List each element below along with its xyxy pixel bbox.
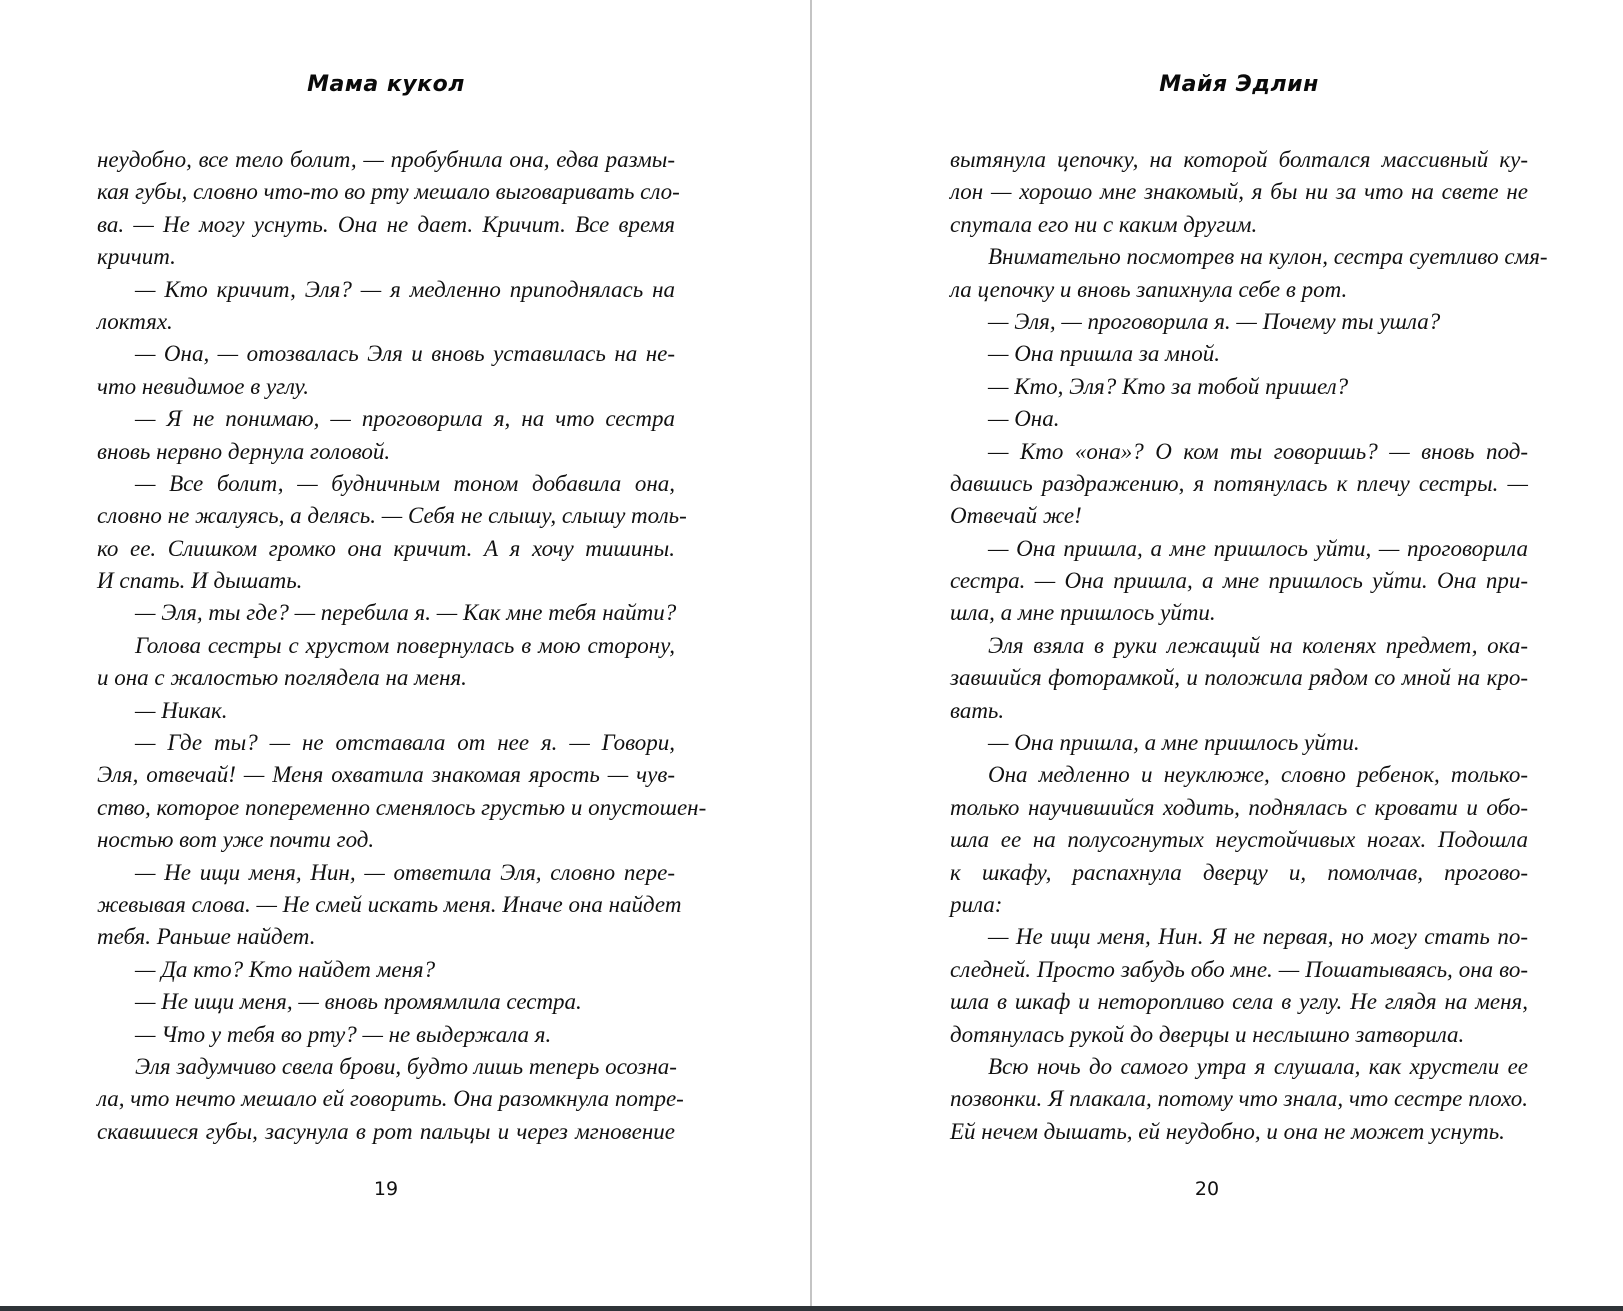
text-line: — Что у тебя во рту? — не выдержала я. [135, 1021, 552, 1047]
text-line: — Кто «она»? О ком ты говоришь? — вновь под- [988, 438, 1528, 464]
text-line: Ей нечем дышать, ей неудобно, и она не может уснуть. [950, 1118, 1505, 1144]
text-line: — Да кто? Кто найдет меня? [135, 956, 436, 982]
page-number: 19 [373, 1178, 399, 1200]
left-page [0, 0, 811, 1308]
text-line: словно не жалуясь, а делясь. — Себя не слышу, слышу толь- [97, 503, 687, 529]
text-line: сестра. — Она пришла, а мне пришлось уйти. Она при- [950, 568, 1528, 594]
text-line: вновь нервно дернула головой. [97, 438, 391, 464]
text-line: — Эля, ты где? — перебила я. — Как мне тебя найти? [135, 600, 677, 626]
text-line: — Эля, — проговорила я. — Почему ты ушла? [988, 308, 1441, 334]
text-line: позвонки. Я плакала, потому что знала, что сестре плохо. [950, 1086, 1528, 1112]
text-line: — Кто кричит, Эля? — я медленно приподнялась на [135, 276, 675, 302]
text-line: Голова сестры с хрустом повернулась в мою сторону, [135, 632, 675, 658]
text-line: — Она пришла, а мне пришлось уйти, — проговорила [988, 535, 1528, 561]
text-line: И спать. И дышать. [97, 568, 303, 594]
text-line: дотянулась рукой до дверцы и неслышно затворила. [950, 1021, 1465, 1047]
text-line: ко ее. Слишком громко она кричит. А я хочу тишины. [97, 535, 675, 561]
text-line: — Все болит, — будничным тоном добавила она, [135, 470, 675, 496]
text-line: — Она, — отозвалась Эля и вновь уставилась на не- [135, 341, 675, 367]
text-line: — Она пришла за мной. [988, 341, 1220, 367]
text-line: — Я не понимаю, — проговорила я, на что сестра [135, 406, 675, 432]
text-line: — Не ищи меня, — вновь промямлила сестра. [135, 989, 582, 1015]
text-line: завшийся фоторамкой, и положила рядом со мной на кро- [950, 665, 1528, 691]
text-line: спутала его ни с каким другим. [950, 211, 1258, 237]
text-line: к шкафу, распахнула дверцу и, помолчав, прогово- [950, 859, 1528, 885]
text-line: и она с жалостью поглядела на меня. [97, 665, 467, 691]
text-line: ство, которое попеременно сменялось грустью и опустошен- [97, 794, 707, 820]
text-line: — Кто, Эля? Кто за тобой пришел? [988, 373, 1349, 399]
text-line: — Не ищи меня, Нин, — ответила Эля, словно пере- [135, 859, 675, 885]
text-line: — Не ищи меня, Нин. Я не первая, но могу стать по- [988, 924, 1528, 950]
text-line: — Никак. [135, 697, 228, 723]
text-line: локтях. [97, 308, 173, 334]
left-page-body [97, 144, 707, 1148]
text-line: вать. [950, 697, 1005, 723]
running-head-author: Майя Эдлин [1159, 72, 1319, 97]
text-line: Внимательно посмотрев на кулон, сестра суетливо смя- [988, 244, 1548, 270]
text-line: Отвечай же! [950, 503, 1082, 529]
right-page [813, 0, 1623, 1308]
text-line: шла ее на полусогнутых неустойчивых ногах. Подошла [950, 827, 1528, 853]
text-line: ва. — Не могу уснуть. Она не дает. Кричит. Все время [97, 211, 675, 237]
text-line: кричит. [97, 244, 176, 270]
text-line: тебя. Раньше найдет. [97, 924, 316, 950]
text-line: лон — хорошо мне знакомый, я бы ни за что на свете не [950, 179, 1528, 205]
text-line: — Где ты? — не отставала от нее я. — Говори, [135, 730, 675, 756]
text-line: что невидимое в углу. [97, 373, 310, 399]
text-line: только научившийся ходить, поднялась с кровати и обо- [950, 794, 1528, 820]
text-line: Эля задумчиво свела брови, будто лишь теперь осозна- [135, 1053, 677, 1079]
text-line: Она медленно и неуклюже, словно ребенок, только- [988, 762, 1528, 788]
book-gutter-divider [810, 0, 812, 1308]
text-line: скавшиеся губы, засунула в рот пальцы и через мгновение [97, 1118, 675, 1144]
text-line: жевывая слова. — Не смей искать меня. Иначе она найдет [97, 891, 682, 917]
text-line: шла в шкаф и неторопливо села в углу. Не глядя на меня, [950, 989, 1528, 1015]
text-line: вытянула цепочку, на которой болтался массивный ку- [950, 147, 1528, 172]
text-line: давшись раздражению, я потянулась к плечу сестры. — [950, 470, 1528, 496]
text-line: кая губы, словно что-то во рту мешало выговаривать сло- [97, 179, 680, 205]
text-line: Эля взяла в руки лежащий на коленях предмет, ока- [988, 632, 1528, 658]
text-line: рила: [950, 891, 1003, 917]
text-line: следней. Просто забудь обо мне. — Пошатываясь, она во- [950, 956, 1528, 982]
text-line: — Она. [988, 406, 1060, 432]
text-line: шла, а мне пришлось уйти. [950, 600, 1216, 626]
text-line: ностью вот уже почти год. [97, 827, 375, 853]
text-line: ла цепочку и вновь запихнула себе в рот. [950, 276, 1348, 302]
right-page-body [950, 144, 1548, 1148]
text-line: Эля, отвечай! — Меня охватила знакомая ярость — чув- [97, 762, 675, 788]
page-number: 20 [1194, 1178, 1220, 1200]
text-line: — Она пришла, а мне пришлось уйти. [988, 730, 1360, 756]
running-head-title: Мама кукол [307, 72, 465, 97]
text-line: неудобно, все тело болит, — пробубнила она, едва размы- [97, 147, 675, 172]
text-line: ла, что нечто мешало ей говорить. Она разомкнула потре- [97, 1086, 684, 1112]
text-line: Всю ночь до самого утра я слушала, как хрустели ее [988, 1053, 1528, 1079]
bottom-edge-strip [0, 1306, 1623, 1311]
